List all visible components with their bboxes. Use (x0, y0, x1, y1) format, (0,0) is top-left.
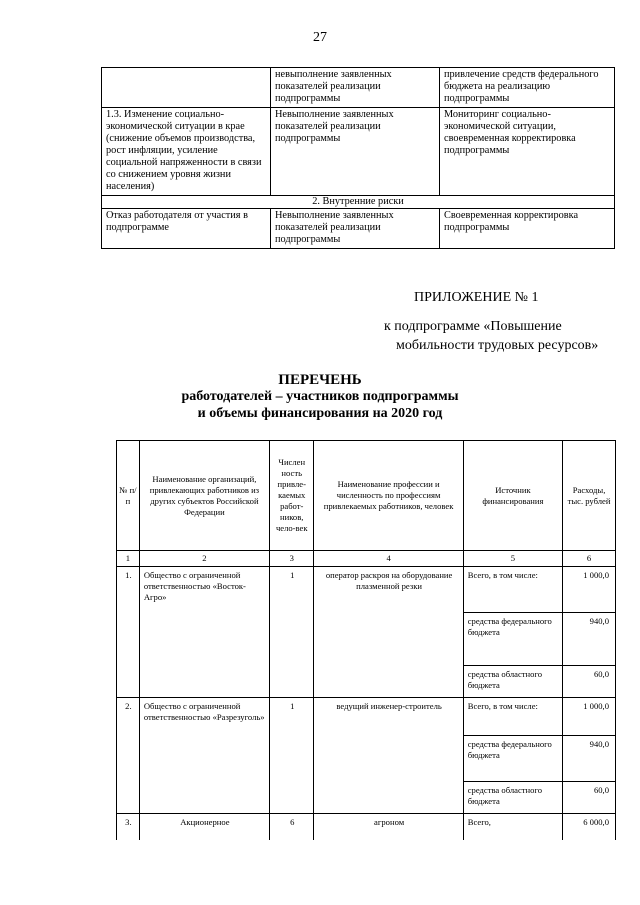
expense-amount: 940,0 (563, 613, 616, 666)
page-number: 27 (313, 30, 327, 45)
page-subtitle: работодателей – участников подпрограммы (181, 389, 459, 404)
column-number: 6 (563, 551, 616, 567)
risk-cell: 1.3. Изменение социально-экономической ситуации в крае (снижение объемов производства, рост инфляции, усиление социальной напряженности в связи со снижением уровня жизни населения) (102, 108, 271, 196)
organization-name: Акционерное (139, 814, 269, 840)
column-number: 5 (463, 551, 562, 567)
header-org: Наименование организаций, привлекающих работников из других субъектов Российской Федерации (139, 441, 269, 551)
worker-count: 1 (270, 698, 314, 814)
risk-cell: Невыполнение заявленных показателей реализации подпрограммы (271, 209, 440, 249)
section-title: 2. Внутренние риски (102, 196, 615, 209)
header-profession: Наименование профессии и численность по профессиям привлекаемых работников, человек (314, 441, 463, 551)
appendix-subtitle: к подпрограмме «Повышение (384, 319, 562, 334)
page-title: ПЕРЕЧЕНЬ (278, 372, 362, 388)
column-number: 3 (270, 551, 314, 567)
profession: агроном (314, 814, 463, 840)
risk-cell: Отказ работодателя от участия в подпрограмме (102, 209, 271, 249)
column-number: 1 (117, 551, 140, 567)
column-number-row (117, 551, 616, 567)
expense-amount: 60,0 (563, 666, 616, 698)
risk-cell: невыполнение заявленных показателей реализации подпрограммы (271, 68, 440, 108)
funding-source: средства областного бюджета (463, 666, 562, 698)
table-row (117, 698, 616, 736)
funding-source: Всего, в том числе: (463, 698, 562, 736)
expense-amount: 1 000,0 (563, 567, 616, 613)
table-row (102, 108, 615, 196)
table-header-row (117, 441, 616, 551)
table-row (102, 209, 615, 249)
header-num: № п/п (117, 441, 140, 551)
worker-count: 6 (270, 814, 314, 840)
funding-source: средства федерального бюджета (463, 736, 562, 782)
appendix-subtitle: мобильности трудовых ресурсов» (396, 338, 599, 353)
header-expenses: Расходы, тыс. рублей (563, 441, 616, 551)
funding-source: средства федерального бюджета (463, 613, 562, 666)
row-number: 1. (117, 567, 140, 698)
risk-cell (102, 68, 271, 108)
page-subtitle: и объемы финансирования на 2020 год (197, 406, 443, 421)
expense-amount: 60,0 (563, 782, 616, 814)
table-row (117, 814, 616, 840)
risk-cell: Невыполнение заявленных показателей реализации подпрограммы (271, 108, 440, 196)
profession: ведущий инженер-строитель (314, 698, 463, 814)
appendix-title: ПРИЛОЖЕНИЕ № 1 (414, 290, 539, 305)
employers-table (116, 440, 616, 840)
organization-name: Общество с ограниченной ответственностью «Разрезуголь» (139, 698, 269, 814)
table-row (102, 68, 615, 108)
expense-amount: 1 000,0 (563, 698, 616, 736)
risk-table (101, 67, 615, 249)
table-row (102, 196, 615, 209)
funding-source: Всего, (463, 814, 562, 840)
column-number: 2 (139, 551, 269, 567)
funding-source: средства областного бюджета (463, 782, 562, 814)
table-row (117, 567, 616, 613)
header-count: Числен ность привле-каемых работ-ников, чело-век (270, 441, 314, 551)
profession: оператор раскроя на оборудование плазменной резки (314, 567, 463, 698)
risk-cell: привлечение средств федерального бюджета на реализацию подпрограммы (440, 68, 615, 108)
column-number: 4 (314, 551, 463, 567)
expense-amount: 940,0 (563, 736, 616, 782)
expense-amount: 6 000,0 (563, 814, 616, 840)
organization-name: Общество с ограниченной ответственностью «Восток-Агро» (139, 567, 269, 698)
row-number: 3. (117, 814, 140, 840)
header-source: Источник финансирования (463, 441, 562, 551)
worker-count: 1 (270, 567, 314, 698)
risk-cell: Своевременная корректировка подпрограммы (440, 209, 615, 249)
row-number: 2. (117, 698, 140, 814)
risk-cell: Мониторинг социально-экономической ситуации, своевременная корректировка подпрограммы (440, 108, 615, 196)
funding-source: Всего, в том числе: (463, 567, 562, 613)
